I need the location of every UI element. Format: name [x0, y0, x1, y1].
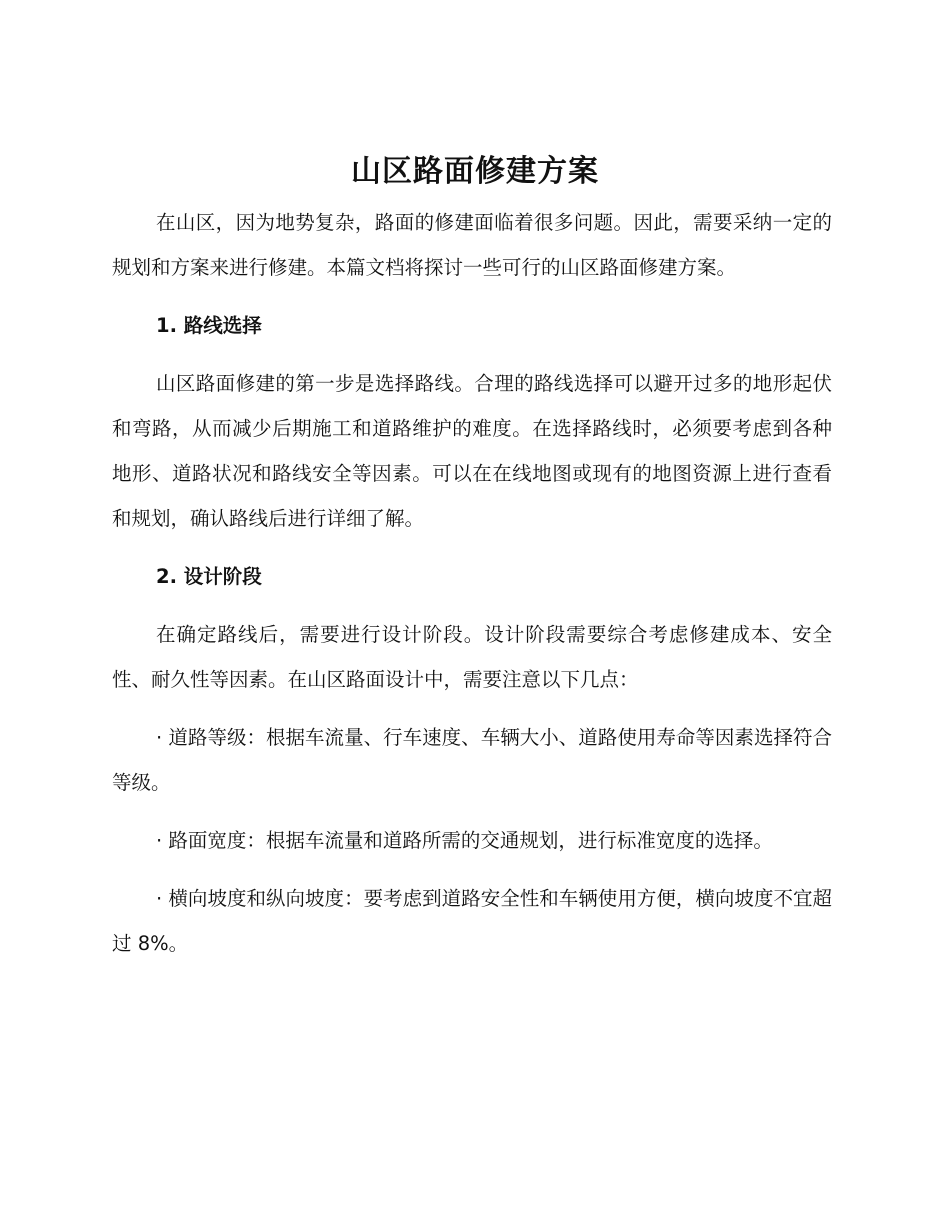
spacer	[112, 863, 832, 876]
spacer	[112, 348, 832, 361]
spacer	[112, 805, 832, 818]
section-heading-route: 1. 路线选择	[156, 314, 262, 337]
spacer	[112, 599, 832, 612]
spacer	[112, 290, 832, 303]
bullet-road-grade: · 道路等级：根据车流量、行车速度、车辆大小、道路使用寿命等因素选择符合等级。	[112, 726, 832, 794]
spacer	[112, 541, 832, 554]
intro-paragraph: 在山区，因为地势复杂，路面的修建面临着很多问题。因此，需要采纳一定的规划和方案来进行修建。本篇文档将探讨一些可行的山区路面修建方案。	[112, 211, 832, 279]
document-body	[112, 200, 832, 966]
document-title: 山区路面修建方案	[351, 154, 599, 189]
spacer	[112, 702, 832, 715]
bullet-road-width: · 路面宽度：根据车流量和道路所需的交通规划，进行标准宽度的选择。	[156, 829, 773, 852]
bullet-slope: · 横向坡度和纵向坡度：要考虑到道路安全性和车辆使用方便，横向坡度不宜超过 8%。	[112, 887, 832, 955]
section-heading-design: 2. 设计阶段	[156, 565, 262, 588]
design-paragraph: 在确定路线后，需要进行设计阶段。设计阶段需要综合考虑修建成本、安全性、耐久性等因素。在山区路面设计中，需要注意以下几点：	[112, 623, 832, 691]
route-paragraph: 山区路面修建的第一步是选择路线。合理的路线选择可以避开过多的地形起伏和弯路，从而减少后期施工和道路维护的难度。在选择路线时，必须要考虑到各种地形、道路状况和路线安全等因素。可以在在线地图或现有的地图资源上进行查看和规划，确认路线后进行详细了解。	[112, 372, 832, 530]
